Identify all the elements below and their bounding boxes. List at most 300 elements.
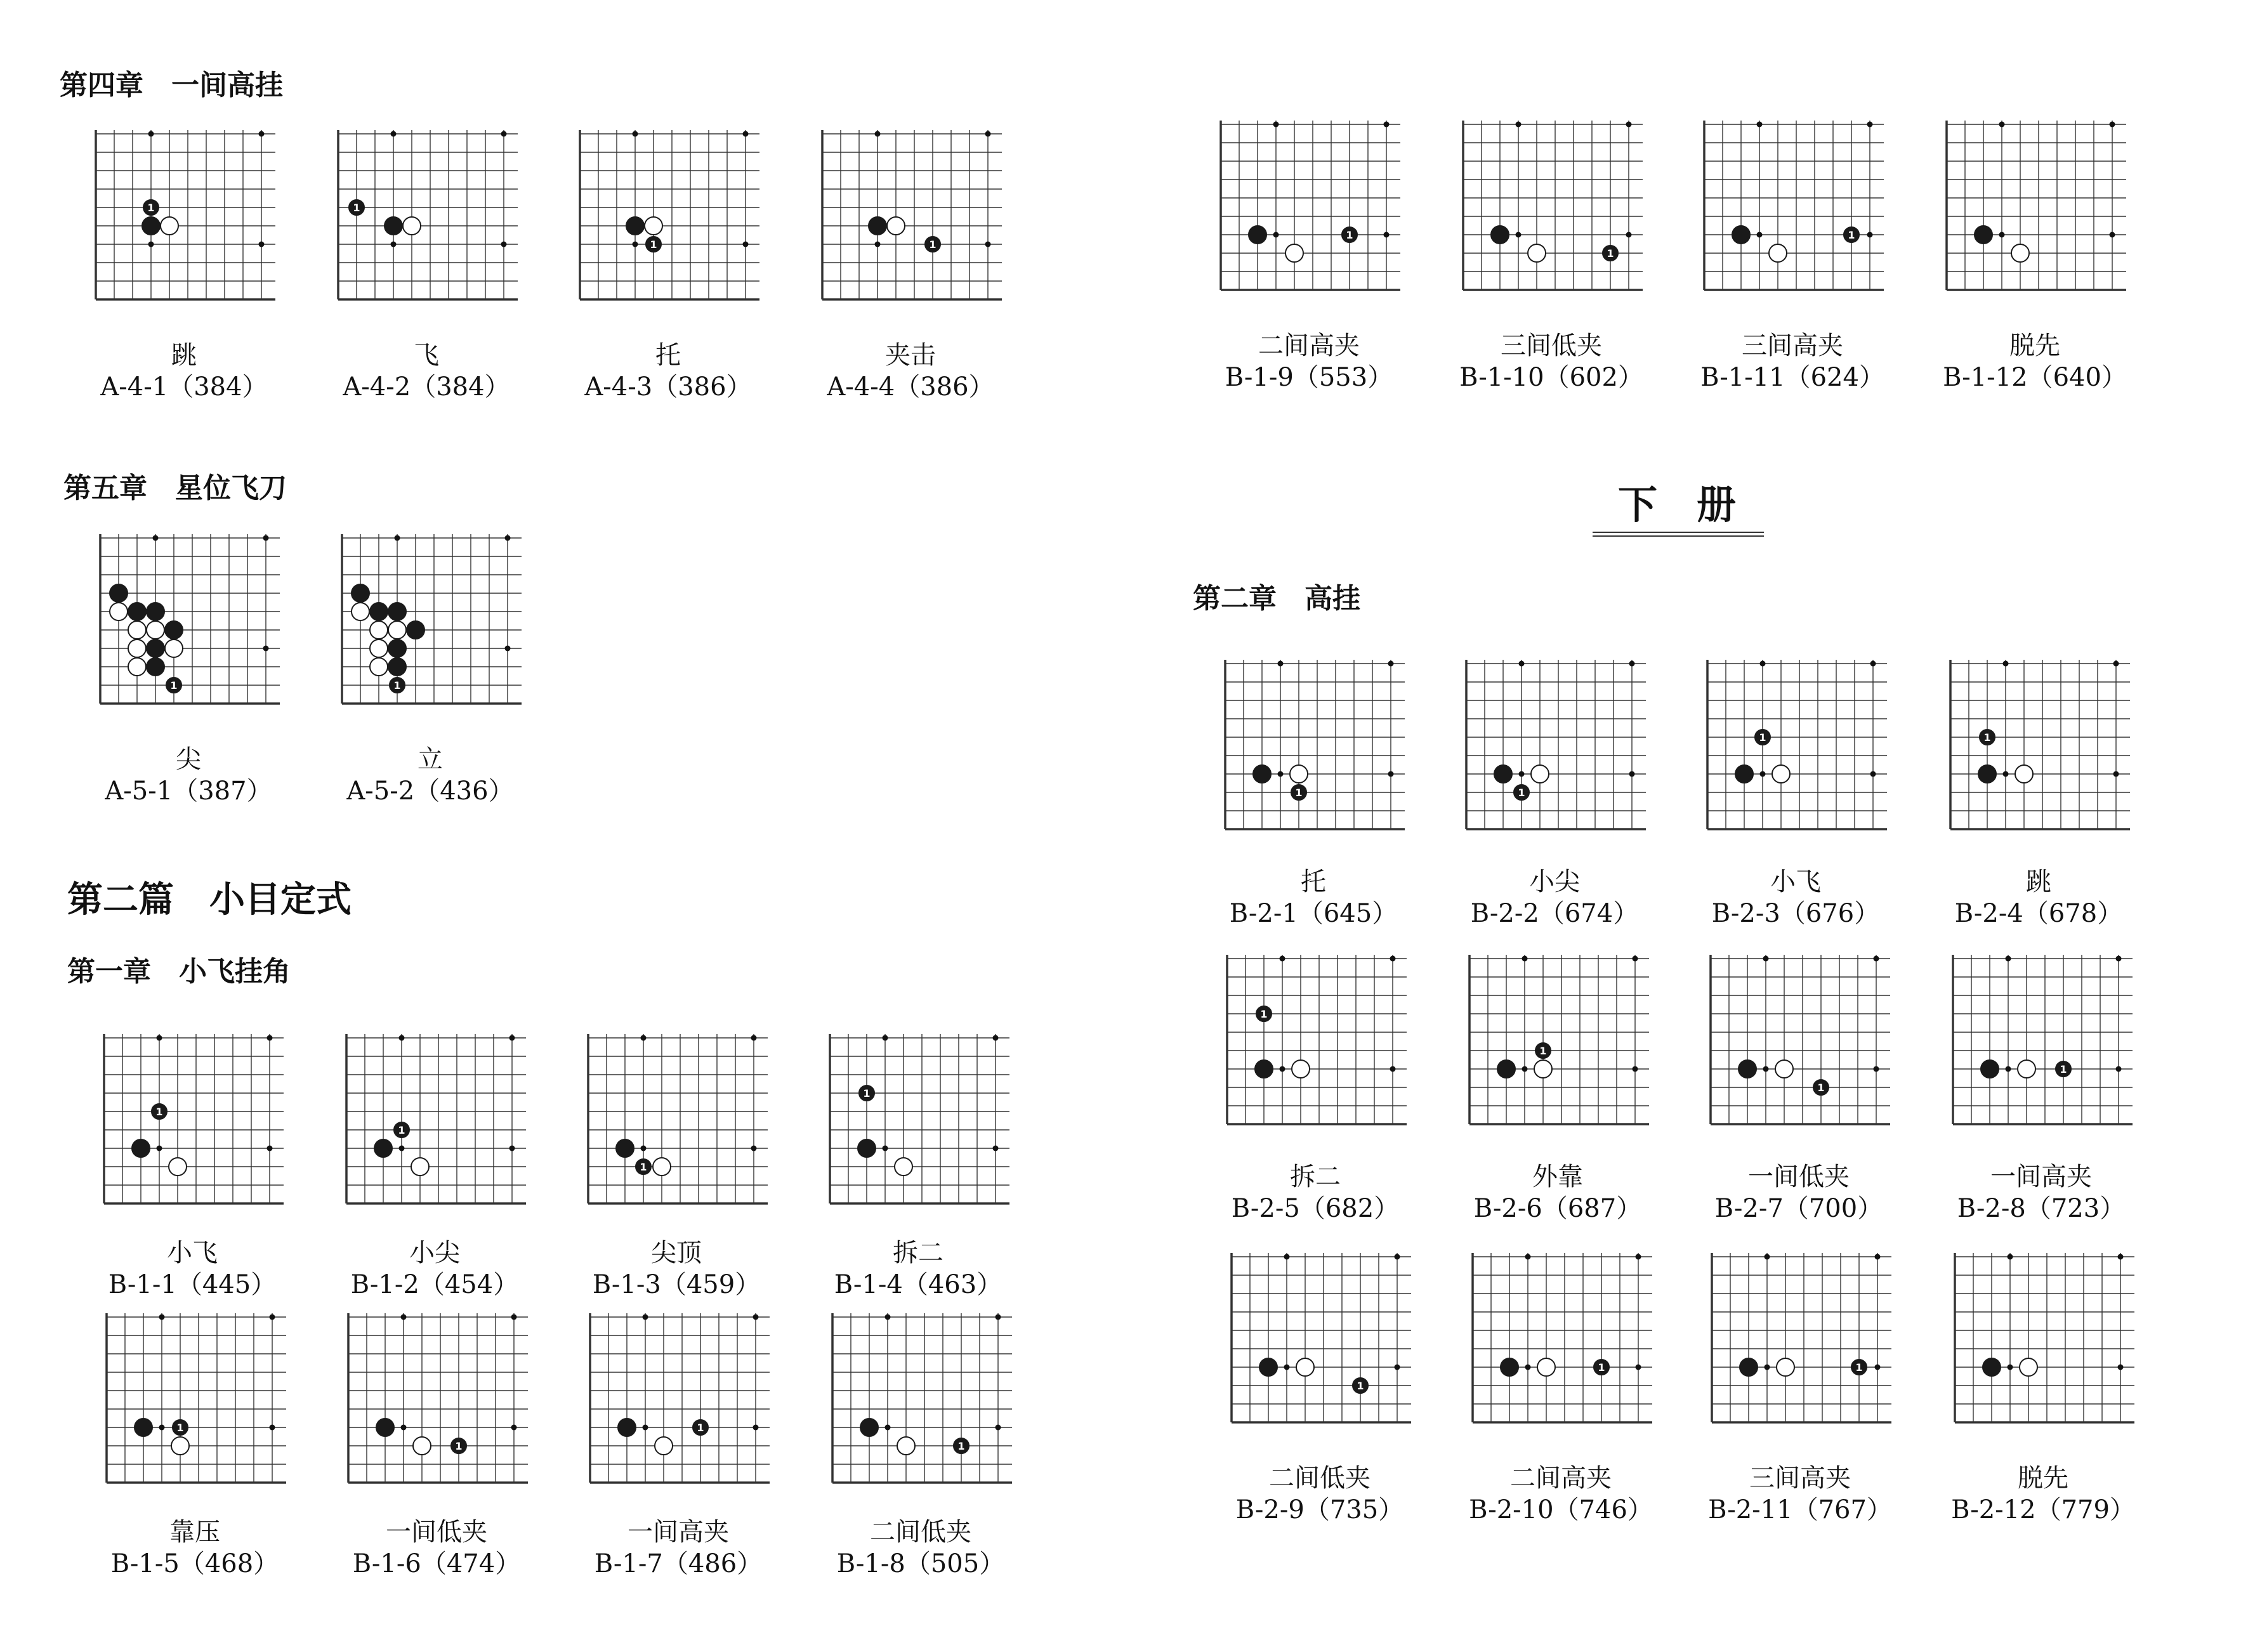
numbered-black-stone	[394, 1122, 409, 1137]
numbered-black-stone	[143, 200, 159, 215]
joseki-code: B-1-6（474）	[352, 1549, 521, 1578]
numbered-black-stone	[166, 678, 181, 693]
star-point	[996, 1314, 1001, 1320]
star-point	[1519, 771, 1525, 777]
star-point	[2006, 1066, 2011, 1072]
star-point	[1636, 1254, 1641, 1260]
go-board-diagram	[1228, 1253, 1412, 1437]
white-stone	[1777, 1358, 1794, 1376]
star-point	[1388, 771, 1394, 777]
joseki-diagram	[586, 1313, 770, 1497]
star-point	[2116, 1066, 2122, 1072]
numbered-black-stone	[636, 1159, 651, 1174]
black-stone	[1983, 1358, 2001, 1376]
star-point	[1757, 232, 1763, 238]
black-stone	[110, 584, 128, 602]
joseki-diagram	[1947, 660, 2131, 844]
star-point	[2006, 956, 2011, 962]
go-board-diagram	[1223, 955, 1407, 1139]
star-point	[643, 1314, 648, 1320]
star-point	[993, 1146, 999, 1151]
joseki-code: B-2-9（735）	[1235, 1495, 1404, 1524]
white-stone	[171, 1437, 189, 1455]
white-stone	[128, 639, 146, 657]
star-point	[1874, 956, 1879, 962]
white-stone	[2011, 244, 2029, 262]
go-board-diagram	[1221, 660, 1405, 844]
joseki-code: B-2-1（645）	[1229, 899, 1398, 928]
star-point	[1278, 771, 1284, 777]
diagram-caption	[823, 1237, 1013, 1301]
diagram-caption	[815, 339, 1006, 403]
star-point	[1875, 1254, 1881, 1260]
diagram-caption	[1940, 330, 2130, 393]
joseki-name: 二间高夹	[1510, 1464, 1612, 1493]
joseki-diagram	[1704, 660, 1888, 844]
joseki-name: 托	[655, 341, 681, 370]
star-point	[501, 242, 507, 247]
part-2-title: 第二篇 小目定式	[67, 879, 352, 921]
joseki-code: B-1-5（468）	[110, 1549, 279, 1578]
go-board-diagram	[100, 1034, 284, 1218]
move-number: 1	[1759, 731, 1766, 744]
star-point	[2118, 1365, 2124, 1370]
star-point	[1999, 122, 2005, 128]
joseki-diagram	[1221, 660, 1405, 844]
diagram-caption	[339, 1237, 530, 1301]
black-stone	[1255, 1060, 1273, 1078]
star-point	[259, 242, 265, 247]
numbered-black-stone	[954, 1438, 969, 1453]
black-stone	[1494, 765, 1512, 783]
volume-title: 下 册	[1618, 482, 1737, 528]
joseki-diagram	[1223, 955, 1407, 1139]
white-stone	[1772, 765, 1790, 783]
black-stone	[135, 1419, 152, 1436]
go-board-diagram	[586, 1313, 770, 1497]
volume-underline	[1593, 532, 1764, 537]
joseki-code: B-2-8（723）	[1957, 1194, 2126, 1223]
white-stone	[413, 1437, 431, 1455]
star-point	[1629, 661, 1635, 667]
white-stone	[2015, 765, 2033, 783]
diagram-caption	[1946, 1161, 2136, 1224]
joseki-code: B-2-5（682）	[1231, 1194, 1400, 1223]
numbered-black-stone	[1813, 1080, 1829, 1095]
white-stone	[1528, 244, 1546, 262]
joseki-code: A-5-2（436）	[346, 777, 514, 806]
star-point	[2116, 956, 2122, 962]
joseki-diagram	[1707, 955, 1891, 1139]
white-stone	[1285, 244, 1303, 262]
go-board-diagram	[1700, 121, 1884, 305]
numbered-black-stone	[646, 237, 661, 252]
star-point	[885, 1425, 891, 1431]
joseki-diagram	[103, 1313, 287, 1497]
numbered-black-stone	[1514, 785, 1529, 800]
joseki-name: 一间低夹	[386, 1518, 487, 1547]
joseki-code: A-4-4（386）	[827, 372, 994, 402]
star-point	[2003, 661, 2009, 667]
star-point	[395, 535, 400, 541]
joseki-diagram	[1943, 121, 2127, 305]
joseki-diagram	[1469, 1253, 1653, 1437]
move-number: 1	[697, 1422, 704, 1434]
star-point	[511, 1314, 517, 1320]
diagram-caption	[1214, 330, 1404, 393]
joseki-diagram	[1700, 121, 1884, 305]
joseki-diagram	[826, 1034, 1010, 1218]
joseki-diagram	[1949, 955, 2133, 1139]
black-stone	[1497, 1060, 1515, 1078]
joseki-name: 一间高夹	[1990, 1162, 2092, 1191]
go-board-diagram	[334, 130, 518, 314]
joseki-code: A-4-1（384）	[100, 372, 268, 402]
joseki-diagram	[1217, 121, 1401, 305]
star-point	[157, 1146, 162, 1151]
black-stone	[1501, 1358, 1518, 1376]
joseki-diagram	[92, 130, 276, 314]
star-point	[501, 131, 507, 137]
black-stone	[1740, 1358, 1758, 1376]
go-board-diagram	[1704, 660, 1888, 844]
star-point	[1522, 956, 1528, 962]
white-stone	[1537, 1358, 1555, 1376]
star-point	[1765, 1254, 1770, 1260]
black-stone	[142, 217, 160, 235]
joseki-diagram	[96, 534, 280, 718]
diagram-caption	[581, 1237, 772, 1301]
joseki-code: B-1-8（505）	[836, 1549, 1005, 1578]
star-point	[1760, 771, 1766, 777]
joseki-name: 一间低夹	[1748, 1162, 1850, 1191]
go-board-diagram	[343, 1034, 527, 1218]
black-stone	[616, 1139, 634, 1157]
star-point	[2003, 771, 2009, 777]
black-stone	[388, 658, 406, 676]
star-point	[2118, 1254, 2124, 1260]
go-board-diagram	[1463, 660, 1647, 844]
move-number: 1	[393, 679, 401, 692]
go-board-diagram	[576, 130, 760, 314]
diagram-caption	[1225, 1462, 1415, 1526]
star-point	[153, 535, 159, 541]
star-point	[633, 131, 638, 137]
numbered-black-stone	[1535, 1043, 1551, 1058]
numbered-black-stone	[152, 1104, 167, 1119]
black-stone	[1732, 226, 1750, 244]
joseki-name: 夹击	[885, 341, 936, 370]
black-stone	[1491, 226, 1509, 244]
move-number: 1	[1598, 1361, 1605, 1373]
move-number: 1	[353, 202, 360, 214]
star-point	[883, 1146, 888, 1151]
star-point	[270, 1425, 275, 1431]
joseki-code: B-2-2（674）	[1470, 899, 1639, 928]
star-point	[399, 1035, 405, 1041]
joseki-name: 三间高夹	[1742, 331, 1843, 360]
diagram-caption	[100, 1516, 290, 1580]
joseki-name: 三间高夹	[1749, 1464, 1851, 1493]
joseki-diagram	[1951, 1253, 2135, 1437]
star-point	[1867, 232, 1873, 238]
black-stone	[1253, 765, 1271, 783]
black-stone	[147, 603, 164, 620]
star-point	[505, 535, 511, 541]
move-number: 1	[650, 239, 657, 251]
go-board-diagram	[96, 534, 280, 718]
star-point	[1273, 232, 1279, 238]
diagram-caption	[341, 1516, 532, 1580]
diagram-caption	[825, 1516, 1016, 1580]
star-point	[985, 131, 991, 137]
move-number: 1	[1855, 1361, 1863, 1373]
move-number: 1	[1539, 1045, 1547, 1057]
black-stone	[132, 1139, 150, 1157]
diagram-caption	[1700, 866, 1891, 929]
joseki-name: 托	[1301, 867, 1326, 896]
go-board-diagram	[1466, 955, 1650, 1139]
go-board-diagram	[1708, 1253, 1892, 1437]
joseki-diagram	[343, 1034, 527, 1218]
star-point	[267, 1035, 273, 1041]
black-stone	[352, 584, 369, 602]
joseki-name: 尖	[176, 745, 201, 774]
diagram-caption	[1456, 330, 1647, 393]
diagram-caption	[331, 339, 522, 403]
joseki-name: 脱先	[2018, 1464, 2068, 1493]
star-point	[2113, 661, 2119, 667]
joseki-code: B-2-10（746）	[1469, 1495, 1653, 1524]
star-point	[1633, 956, 1638, 962]
move-number: 1	[1357, 1380, 1364, 1392]
numbered-black-stone	[1844, 227, 1859, 242]
move-number: 1	[1346, 229, 1353, 241]
joseki-name: 立	[417, 745, 443, 774]
white-stone	[165, 639, 183, 657]
star-point	[1273, 122, 1279, 128]
joseki-code: B-1-7（486）	[594, 1549, 763, 1578]
star-point	[1384, 232, 1390, 238]
white-stone	[161, 217, 178, 235]
star-point	[505, 646, 511, 652]
move-number: 1	[1983, 731, 1991, 744]
black-stone	[376, 1419, 394, 1436]
chapter-1-heading: 第一章 小飞挂角	[67, 955, 291, 988]
diagram-caption	[1218, 866, 1409, 929]
black-stone	[858, 1139, 876, 1157]
star-point	[401, 1314, 407, 1320]
star-point	[883, 1035, 888, 1041]
star-point	[753, 1314, 759, 1320]
joseki-name: 拆二	[1290, 1162, 1341, 1191]
go-board-diagram	[92, 130, 276, 314]
star-point	[633, 242, 638, 247]
joseki-diagram	[334, 130, 518, 314]
joseki-code: B-2-7（700）	[1714, 1194, 1883, 1223]
joseki-name: 脱先	[2009, 331, 2060, 360]
joseki-diagram	[338, 534, 522, 718]
joseki-diagram	[584, 1034, 768, 1218]
numbered-black-stone	[2056, 1061, 2071, 1077]
star-point	[263, 646, 269, 652]
joseki-name: 小飞	[1770, 867, 1821, 896]
joseki-code: B-2-3（676）	[1711, 899, 1880, 928]
move-number: 1	[929, 239, 937, 251]
white-stone	[388, 621, 406, 639]
star-point	[1284, 1365, 1290, 1370]
white-stone	[895, 1158, 912, 1176]
white-stone	[653, 1158, 671, 1176]
star-point	[1765, 1365, 1770, 1370]
star-point	[1519, 661, 1525, 667]
go-board-diagram	[103, 1313, 287, 1497]
white-stone	[370, 639, 388, 657]
star-point	[509, 1035, 515, 1041]
white-stone	[128, 658, 146, 676]
joseki-diagram	[345, 1313, 529, 1497]
white-stone	[1296, 1358, 1314, 1376]
joseki-code: B-2-12（779）	[1951, 1495, 2135, 1524]
diagram-caption	[1697, 330, 1888, 393]
diagram-caption	[335, 744, 525, 807]
joseki-code: B-1-11（624）	[1700, 363, 1884, 392]
white-stone	[897, 1437, 915, 1455]
star-point	[1390, 1066, 1396, 1072]
star-point	[641, 1035, 647, 1041]
joseki-diagram	[576, 130, 760, 314]
white-stone	[1534, 1060, 1552, 1078]
star-point	[511, 1425, 517, 1431]
white-stone	[1769, 244, 1787, 262]
star-point	[993, 1035, 999, 1041]
black-stone	[1739, 1060, 1756, 1078]
star-point	[2008, 1254, 2013, 1260]
joseki-code: B-1-3（459）	[592, 1270, 761, 1299]
star-point	[753, 1425, 759, 1431]
diagram-caption	[89, 339, 279, 403]
go-board-diagram	[818, 130, 1002, 314]
joseki-diagram	[100, 1034, 284, 1218]
star-point	[1395, 1365, 1400, 1370]
star-point	[391, 242, 397, 247]
star-point	[1525, 1365, 1531, 1370]
star-point	[1763, 956, 1769, 962]
joseki-diagram	[818, 130, 1002, 314]
star-point	[1636, 1365, 1641, 1370]
star-point	[1629, 771, 1635, 777]
move-number: 1	[863, 1087, 871, 1099]
move-number: 1	[1607, 247, 1614, 259]
star-point	[148, 131, 154, 137]
joseki-name: 小飞	[167, 1238, 218, 1268]
diagram-caption	[97, 1237, 287, 1301]
move-number: 1	[957, 1440, 965, 1452]
black-stone	[1249, 226, 1266, 244]
numbered-black-stone	[1594, 1360, 1609, 1375]
white-stone	[370, 621, 388, 639]
joseki-code: B-1-9（553）	[1225, 363, 1393, 392]
go-board-diagram	[829, 1313, 1013, 1497]
black-stone	[626, 217, 644, 235]
move-number: 1	[1295, 787, 1303, 799]
star-point	[885, 1314, 891, 1320]
numbered-black-stone	[451, 1438, 466, 1453]
white-stone	[887, 217, 905, 235]
star-point	[1280, 1066, 1285, 1072]
black-stone	[1259, 1358, 1277, 1376]
star-point	[391, 131, 397, 137]
star-point	[1763, 1066, 1769, 1072]
black-stone	[147, 639, 164, 657]
numbered-black-stone	[859, 1085, 874, 1101]
joseki-code: B-1-1（445）	[108, 1270, 277, 1299]
joseki-diagram	[1459, 121, 1643, 305]
star-point	[2110, 122, 2115, 128]
move-number: 1	[2060, 1063, 2067, 1075]
joseki-diagram	[1228, 1253, 1412, 1437]
star-point	[743, 242, 749, 247]
star-point	[159, 1425, 165, 1431]
joseki-name: 一间高夹	[628, 1518, 729, 1547]
black-stone	[147, 658, 164, 676]
numbered-black-stone	[925, 237, 940, 252]
black-stone	[165, 621, 183, 639]
black-stone	[1735, 765, 1753, 783]
star-point	[1760, 661, 1766, 667]
white-stone	[655, 1437, 673, 1455]
black-stone	[374, 1139, 392, 1157]
star-point	[159, 1314, 165, 1320]
numbered-black-stone	[390, 678, 405, 693]
joseki-code: B-1-10（602）	[1459, 363, 1643, 392]
numbered-black-stone	[1353, 1378, 1368, 1393]
go-board-diagram	[584, 1034, 768, 1218]
star-point	[1384, 122, 1390, 128]
joseki-name: 二间高夹	[1258, 331, 1360, 360]
white-stone	[370, 658, 388, 676]
numbered-black-stone	[173, 1420, 188, 1435]
joseki-diagram	[1466, 955, 1650, 1139]
white-stone	[2020, 1358, 2037, 1376]
numbered-black-stone	[1256, 1006, 1272, 1021]
numbered-black-stone	[693, 1420, 708, 1435]
move-number: 1	[170, 679, 178, 692]
move-number: 1	[455, 1440, 463, 1452]
star-point	[751, 1146, 757, 1151]
star-point	[1875, 1365, 1881, 1370]
joseki-name: 靠压	[169, 1518, 220, 1547]
white-stone	[1531, 765, 1549, 783]
joseki-name: 跳	[2026, 867, 2051, 896]
star-point	[1278, 661, 1284, 667]
black-stone	[388, 603, 406, 620]
go-board-diagram	[345, 1313, 529, 1497]
joseki-code: A-4-2（384）	[343, 372, 510, 402]
joseki-name: 二间低夹	[870, 1518, 971, 1547]
star-point	[267, 1146, 273, 1151]
white-stone	[147, 621, 164, 639]
star-point	[1525, 1254, 1531, 1260]
star-point	[1867, 122, 1873, 128]
joseki-code: A-5-1（387）	[105, 777, 272, 806]
joseki-name: 外靠	[1532, 1162, 1583, 1191]
joseki-code: B-2-11（767）	[1708, 1495, 1892, 1524]
move-number: 1	[155, 1106, 163, 1118]
joseki-name: 二间低夹	[1269, 1464, 1370, 1493]
joseki-name: 跳	[171, 341, 197, 370]
white-stone	[1775, 1060, 1793, 1078]
